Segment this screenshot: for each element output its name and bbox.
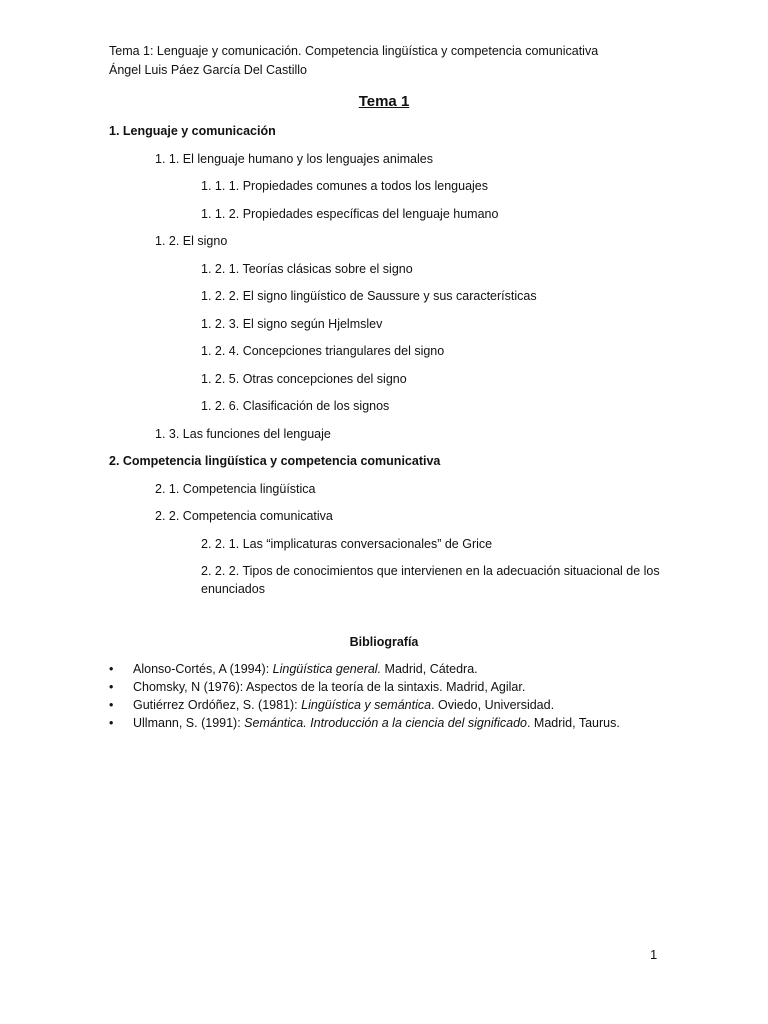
toc-item-1-3: 1. 3. Las funciones del lenguaje — [155, 426, 331, 441]
toc-item-1-1-1: 1. 1. 1. Propiedades comunes a todos los lenguajes — [201, 179, 488, 193]
entry-title: Lingüística general. — [272, 662, 382, 676]
toc-item-1-2-5: 1. 2. 5. Otras concepciones del signo — [201, 371, 407, 386]
toc-item-1-1: 1. 1. El lenguaje humano y los lenguajes animales — [155, 151, 433, 166]
entry-text: Chomsky, N (1976): Aspectos de la teoría de la sintaxis. Madrid, Agilar. — [133, 680, 526, 694]
page-number: 1 — [650, 947, 658, 962]
toc-item-1-2-3: 1. 2. 3. El signo según Hjelmslev — [201, 316, 383, 331]
toc-item-1-2-2: 1. 2. 2. El signo lingüístico de Saussure y sus características — [201, 289, 537, 303]
bibliography-heading: Bibliografía — [349, 635, 419, 649]
toc-item-2-1: 2. 1. Competencia lingüística — [155, 481, 316, 496]
table-of-contents — [0, 123, 768, 609]
toc-item-1-2: 1. 2. El signo — [155, 234, 228, 248]
toc-item-2-2-2: 2. 2. 2. Tipos de conocimientos que intervienen en la adecuación situacional de los enunciados — [201, 564, 660, 596]
entry-title: Semántica. Introducción a la ciencia del significado — [244, 716, 527, 730]
bullet-icon: • — [109, 662, 114, 676]
page-title: Tema 1 — [358, 93, 410, 110]
toc-item-2: 2. Competencia lingüística y competencia comunicativa — [109, 454, 441, 468]
toc-item-2-2: 2. 2. Competencia comunicativa — [155, 509, 333, 523]
entry-text: Alonso-Cortés, A (1994): — [133, 662, 273, 676]
toc-item-2-2-1: 2. 2. 1. Las “implicaturas conversacionales” de Grice — [201, 536, 493, 551]
entry-text: Ullmann, S. (1991): — [133, 716, 245, 730]
header-course-title: Tema 1: Lenguaje y comunicación. Competencia lingüística y competencia comunicativa — [109, 44, 599, 58]
entry-text: Gutiérrez Ordóñez, S. (1981): — [133, 698, 302, 712]
bullet-icon: • — [109, 698, 114, 712]
toc-item-1-1-2: 1. 1. 2. Propiedades específicas del lenguaje humano — [201, 206, 499, 221]
toc-item-1-2-1: 1. 2. 1. Teorías clásicas sobre el signo — [201, 261, 413, 276]
bullet-icon: • — [109, 680, 114, 694]
entry-publisher: . Madrid, Taurus. — [526, 716, 620, 730]
entry-publisher: . Oviedo, Universidad. — [431, 698, 555, 712]
bibliography-list — [109, 660, 620, 732]
toc-item-1: 1. Lenguaje y comunicación — [109, 124, 276, 138]
page-header — [109, 42, 598, 80]
bullet-icon: • — [109, 716, 114, 730]
bibliography-entry — [109, 714, 620, 732]
header-author: Ángel Luis Páez García Del Castillo — [109, 63, 308, 77]
entry-title: Lingüística y semántica — [301, 698, 432, 712]
toc-item-1-2-6: 1. 2. 6. Clasificación de los signos — [201, 399, 390, 413]
bibliography-entry — [109, 660, 620, 678]
bibliography-entry — [109, 678, 620, 696]
bibliography-entry — [109, 696, 620, 714]
entry-publisher: Madrid, Cátedra. — [381, 662, 478, 676]
toc-item-1-2-4: 1. 2. 4. Concepciones triangulares del signo — [201, 344, 445, 358]
